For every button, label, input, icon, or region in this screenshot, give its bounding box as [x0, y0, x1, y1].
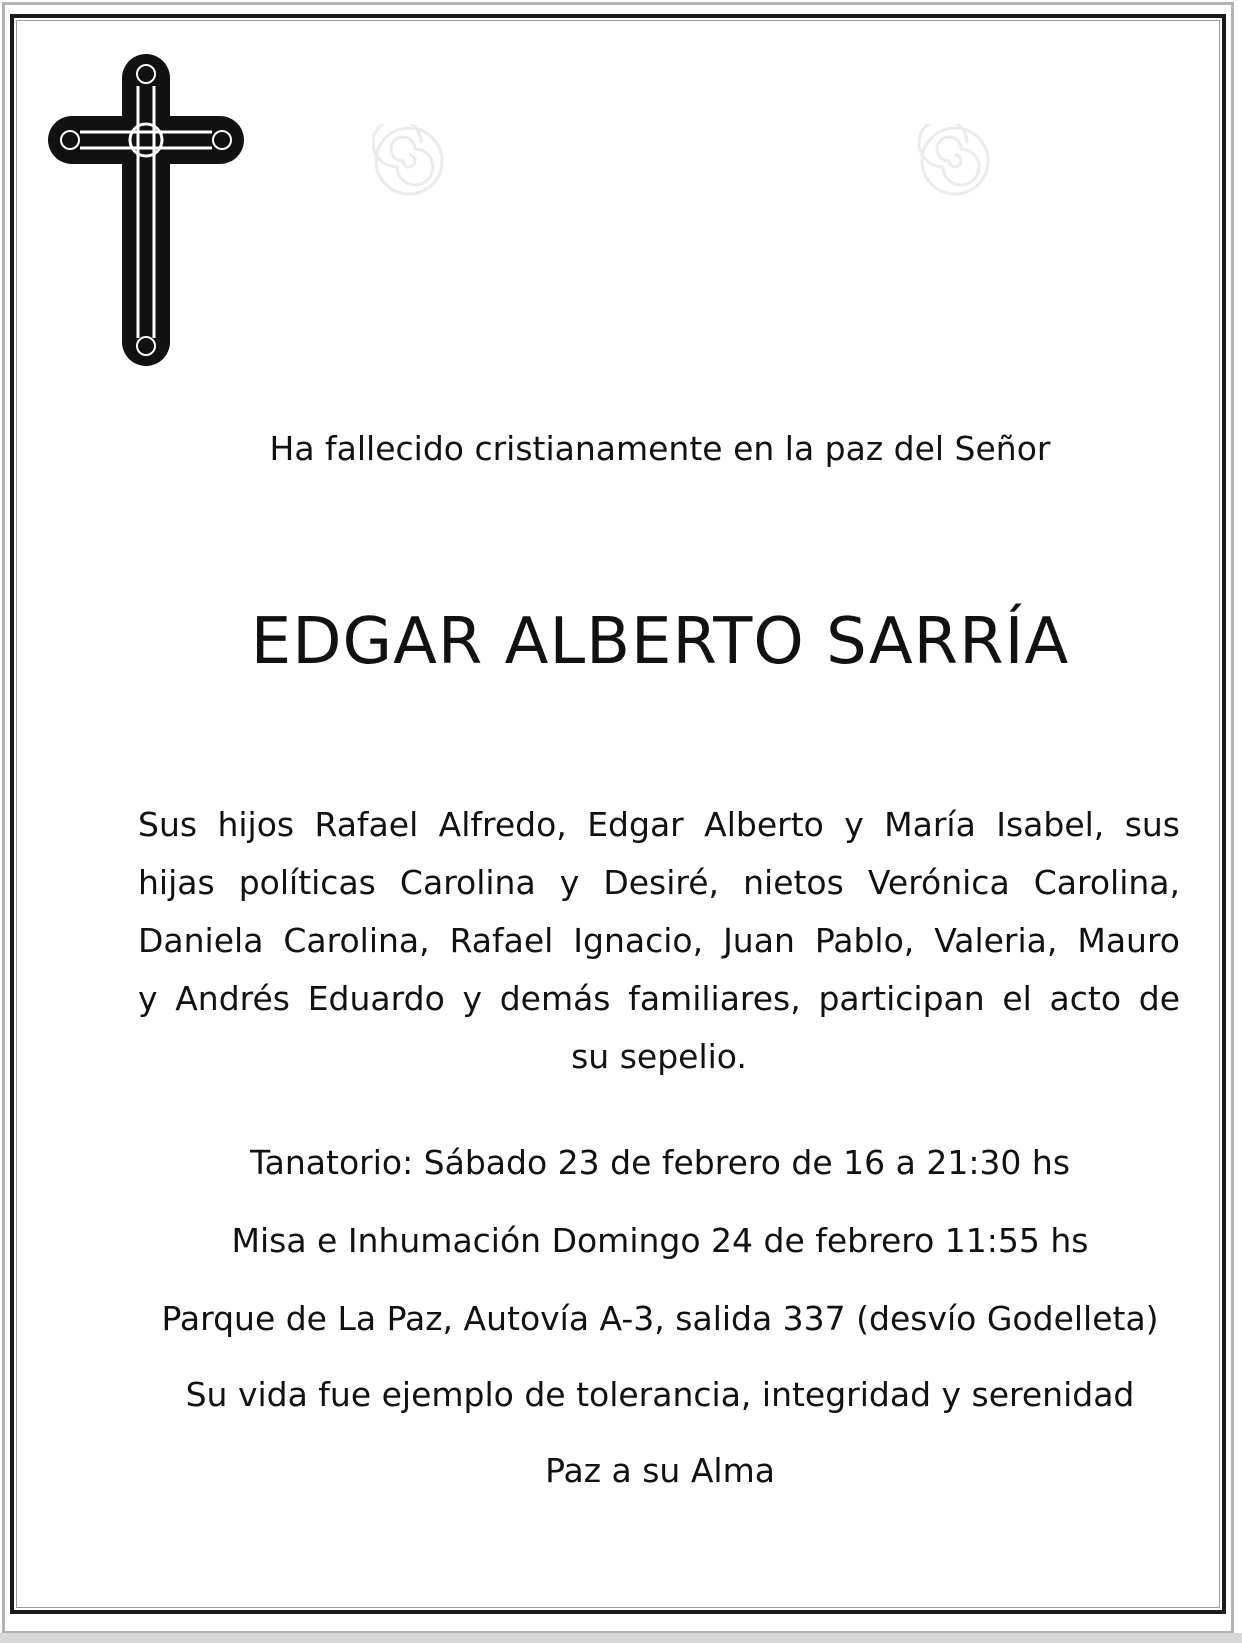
intro-text: Ha fallecido cristianamente en la paz del Señor	[269, 429, 1051, 468]
tribute-text: Su vida fue ejemplo de tolerancia, integridad y serenidad	[185, 1375, 1135, 1414]
family-line: su sepelio.	[571, 1037, 747, 1076]
farewell-text: Paz a su Alma	[545, 1451, 775, 1490]
family-line: Sus hijos Rafael Alfredo, Edgar Alberto y María Isabel, sus	[138, 805, 1180, 844]
location-info: Parque de La Paz, Autovía A-3, salida 337 (desvío Godelleta)	[161, 1299, 1159, 1338]
wake-info: Tanatorio: Sábado 23 de febrero de 16 a 21:30 hs	[249, 1143, 1071, 1182]
cross-icon	[46, 46, 246, 376]
bottom-strip	[0, 1633, 1242, 1643]
deceased-name: EDGAR ALBERTO SARRÍA	[250, 605, 1070, 679]
family-line: y Andrés Eduardo y demás familiares, participan el acto de	[138, 979, 1180, 1018]
family-line: hijas políticas Carolina y Desiré, nietos Verónica Carolina,	[138, 863, 1180, 902]
mass-info: Misa e Inhumación Domingo 24 de febrero 11:55 hs	[231, 1221, 1089, 1260]
spiral-watermark-icon	[372, 124, 446, 198]
spiral-watermark-icon	[918, 124, 992, 198]
family-paragraph	[138, 796, 1180, 1086]
family-line: Daniela Carolina, Rafael Ignacio, Juan Pablo, Valeria, Mauro	[138, 921, 1180, 960]
